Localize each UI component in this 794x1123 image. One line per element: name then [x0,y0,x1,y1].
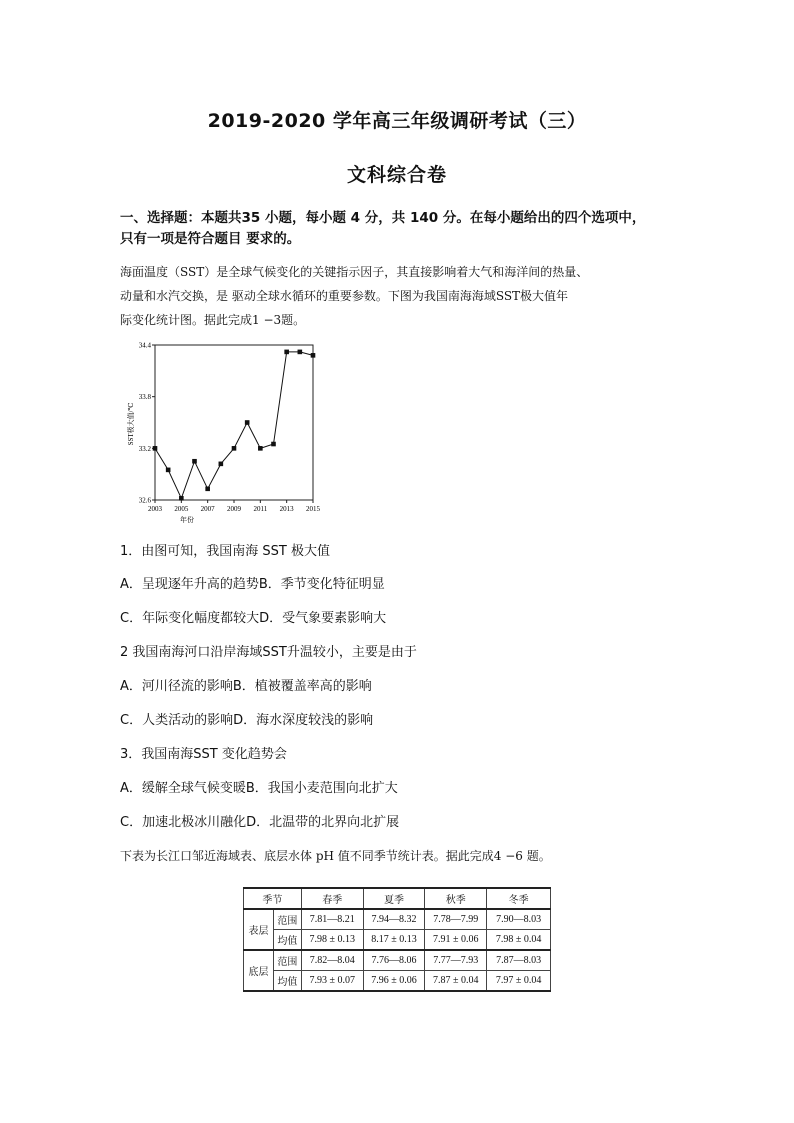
table-header-spring: 春季 [301,888,363,909]
table-row [244,909,551,930]
sst-series-line [155,352,313,498]
section-heading-line1: 一、选择题：本题共35 小题，每小题 4 分，共 140 分。在每小题给出的四个选项中， [120,210,646,226]
y-tick-label: 32.6 [138,496,151,505]
plot-frame [155,345,313,500]
x-tick-label: 2009 [227,505,241,513]
question-3-stem: 3．我国南海SST 变化趋势会 [120,747,287,762]
question-2-stem: 2 我国南海河口沿岸海域SST升温较小，主要是由于 [120,645,417,660]
passage1-line2: 动量和水汽交换，是 驱动全球水循环的重要参数。下图为我国南海海域SST极大值年 [120,289,569,303]
passage1-line3: 际变化统计图。据此完成1 −3题。 [120,313,306,327]
y-tick-label: 33.8 [138,393,151,402]
sst-data-point [298,350,303,355]
layer-surface: 表层 [244,909,274,950]
table-cell: 7.98 ± 0.13 [301,930,363,951]
row-label: 均值 [273,930,301,951]
sst-data-point [271,442,276,447]
sst-data-point [153,446,158,451]
table-cell: 7.87 ± 0.04 [425,971,487,992]
sst-data-point [258,446,263,451]
table-cell: 8.17 ± 0.13 [363,930,425,951]
row-label: 均值 [273,971,301,992]
layer-bottom: 底层 [244,950,274,991]
sst-data-point [232,446,237,451]
x-tick-label: 2003 [148,505,162,513]
passage1-line1: 海面温度（SST）是全球气候变化的关键指示因子，其直接影响着大气和海洋间的热量、 [120,265,589,279]
x-tick-label: 2005 [174,505,189,513]
ph-statistics-table [243,887,551,992]
exam-subtitle: 文科综合卷 [346,164,447,186]
table-row [244,930,551,951]
sst-data-point [205,487,210,492]
question-2-options-ab: A．河川径流的影响B．植被覆盖率高的影响 [120,679,372,694]
table-header-autumn: 秋季 [425,888,487,909]
y-tick-label: 33.2 [138,444,151,453]
table-header-summer: 夏季 [363,888,425,909]
sst-data-point [245,420,250,425]
sst-data-point [166,468,171,473]
x-axis-label: 年份 [180,516,194,524]
table-header-season: 季节 [244,888,302,909]
table-cell: 7.94—8.32 [363,909,425,930]
question-2-options-cd: C．人类活动的影响D．海水深度较浅的影响 [120,713,374,728]
table-cell: 7.78—7.99 [425,909,487,930]
table-cell: 7.93 ± 0.07 [301,971,363,992]
table-cell: 7.96 ± 0.06 [363,971,425,992]
question-3-options-ab: A．缓解全球气候变暖B．我国小麦范围向北扩大 [120,781,398,796]
sst-data-point [192,459,197,464]
table-header-winter: 冬季 [487,888,551,909]
exam-title: 2019-2020 学年高三年级调研考试（三） [207,110,587,132]
question-1-stem: 1．由图可知，我国南海 SST 极大值 [120,544,330,559]
question-3-options-cd: C．加速北极冰川融化D．北温带的北界向北扩展 [120,815,400,830]
sst-data-point [284,350,289,355]
x-tick-label: 2015 [306,505,320,513]
table-cell: 7.91 ± 0.06 [425,930,487,951]
table-cell: 7.82—8.04 [301,950,363,971]
table-cell: 7.97 ± 0.04 [487,971,551,992]
table-row [244,950,551,971]
y-tick-label: 34.4 [138,341,151,350]
sst-line-chart [120,332,330,524]
passage2-line1: 下表为长江口邹近海域表、底层水体 pH 值不同季节统计表。据此完成4 −6 题。 [120,849,551,863]
table-cell: 7.90—8.03 [487,909,551,930]
x-tick-label: 2013 [279,505,294,513]
y-axis-label: SST极大值/℃ [127,402,135,446]
table-cell: 7.77—7.93 [425,950,487,971]
question-1-options-ab: A．呈现逐年升高的趋势B．季节变化特征明显 [120,577,385,592]
sst-data-point [179,496,184,501]
table-cell: 7.98 ± 0.04 [487,930,551,951]
table-cell: 7.87—8.03 [487,950,551,971]
x-tick-label: 2011 [253,505,268,513]
table-cell: 7.76—8.06 [363,950,425,971]
table-header-row [244,888,551,909]
row-label: 范围 [273,950,301,971]
table-cell: 7.81—8.21 [301,909,363,930]
row-label: 范围 [273,909,301,930]
table-row [244,971,551,992]
x-tick-label: 2007 [200,505,215,513]
section-heading-line2: 只有一项是符合题目 要求的。 [120,231,301,247]
sst-data-point [219,462,224,467]
sst-data-point [311,353,316,358]
question-1-options-cd: C．年际变化幅度都较大D．受气象要素影响大 [120,611,387,626]
